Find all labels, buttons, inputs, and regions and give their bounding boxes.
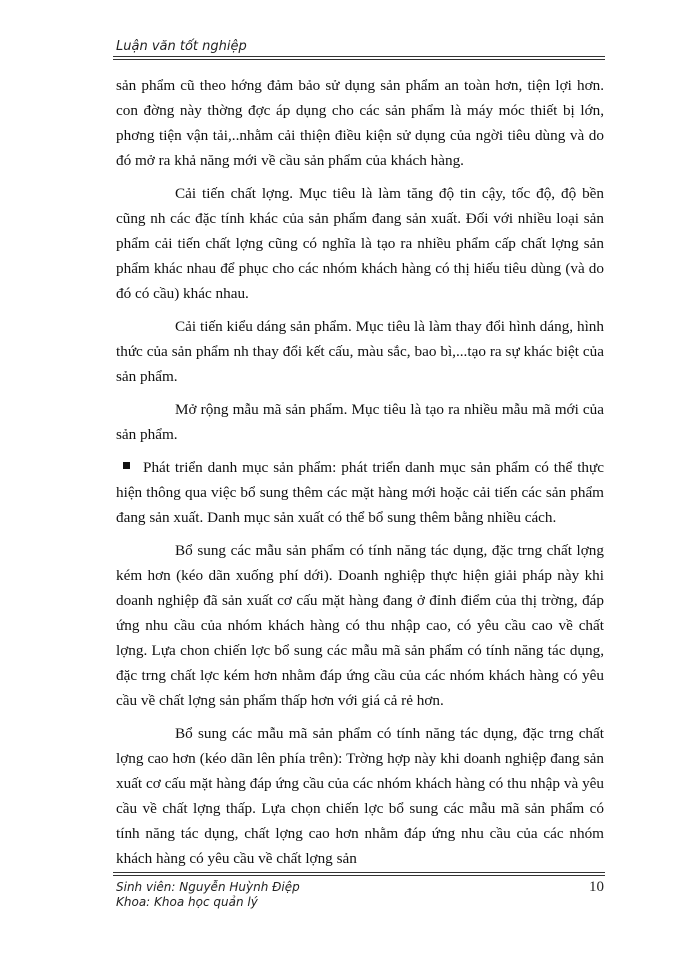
page-footer xyxy=(116,880,604,910)
footer-faculty: Khoa: Khoa học quản lý xyxy=(116,895,258,909)
header-rule-top xyxy=(113,56,605,57)
bullet-text: Phát triển danh mục sản phẩm: phát triển danh mục sản phẩm có thể thực hiện thông qua việc bổ sung thêm các mặt hàng mới hoặc cải tiến các sản phẩm đang sản xuất. Danh mục sản xuất có thể bổ sung thêm bằng nhiều cách. xyxy=(116,459,604,526)
paragraph: Mở rộng mẫu mã sản phẩm. Mục tiêu là tạo ra nhiều mẫu mã mới của sản phẩm. xyxy=(116,401,604,443)
square-bullet-icon xyxy=(123,462,130,469)
paragraph: Bổ sung các mẫu mã sản phẩm có tính năng tác dụng, đặc trng chất lợng cao hơn (kéo dãn lên phía trên): Trờng hợp này khi doanh nghiệp đang sản xuất cơ cấu mặt hàng đáp ứng cầu của các nhóm khách hàng có thu nhập và yêu cầu về chất lợng thấp. Lựa chọn chiến lợc bổ sung các mẫu mã sản phẩm có tính năng tác dụng, chất lợng cao hơn nhằm đáp ứng nhu cầu của các nhóm khách hàng có yêu cầu về chất lợng sản xyxy=(116,725,604,867)
header-rule-bottom xyxy=(113,59,605,60)
page-number: 10 xyxy=(589,879,604,895)
footer-student: Sinh viên: Nguyễn Huỳnh Điệp xyxy=(116,880,300,894)
header-title: Luận văn tốt nghiệp xyxy=(116,39,247,54)
paragraph: Cải tiến kiểu dáng sản phẩm. Mục tiêu là làm thay đổi hình dáng, hình thức của sản phẩm nh thay đổi kết cấu, màu sắc, bao bì,...tạo ra sự khác biệt của sản phẩm. xyxy=(116,318,604,385)
document-body xyxy=(116,73,604,879)
bullet-item xyxy=(116,455,604,530)
footer-rule-bottom xyxy=(113,875,605,876)
footer-rule-top xyxy=(113,872,605,873)
paragraph: Cải tiến chất lợng. Mục tiêu là làm tăng độ tin cậy, tốc độ, độ bền cũng nh các đặc tính khác của sản phẩm đang sản xuất. Đối với nhiều loại sản phẩm cải tiến chất lợng cũng có nghĩa là tạo ra nhiều phẩm cấp chất lợng sản phẩm khác nhau để phục cho các nhóm khách hàng có thị hiếu tiêu dùng (và do đó có cầu) khác nhau. xyxy=(116,185,604,302)
paragraph: Bổ sung các mẫu sản phẩm có tính năng tác dụng, đặc trng chất lợng kém hơn (kéo dãn xuống phí dới). Doanh nghiệp thực hiện giải pháp này khi doanh nghiệp đã sản xuất cơ cấu mặt hàng đang ở đỉnh điểm của thị trờng, đáp ứng nhu cầu của nhóm khách hàng có thu nhập cao, có yêu cầu cao về chất lợng. Lựa chon chiến lợc bổ sung các mẫu mã sản phẩm có tính năng tác dụng, đặc trng chất lợc kém hơn nhằm đáp ứng cầu của các nhóm khách hàng có yêu cầu về chất lợng sản phẩm thấp hơn với giá cả rẻ hơn. xyxy=(116,542,604,709)
paragraph: sản phẩm cũ theo hớng đảm bảo sử dụng sản phẩm an toàn hơn, tiện lợi hơn. con đờng này thờng đợc áp dụng cho các sản phẩm là máy móc thiết bị lớn, phơng tiện vận tải,..nhằm cải thiện điều kiện sử dụng của ngời tiêu dùng và do đó mở ra khả năng mới về cầu sản phẩm của khách hàng. xyxy=(116,77,604,169)
